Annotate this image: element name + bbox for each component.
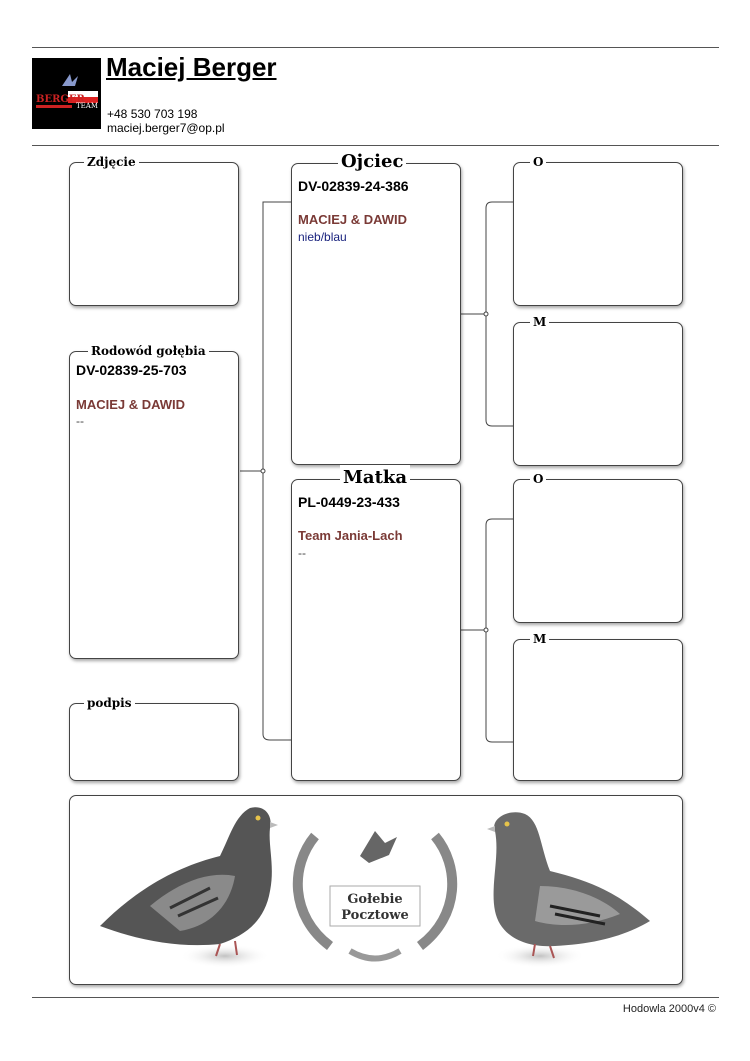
svg-text:BERGER: BERGER [36,94,85,105]
svg-text:Gołebie: Gołebie [347,892,403,907]
paternal-grandfather-label: O [530,153,546,171]
footer-rule [32,997,719,998]
maternal-grandmother-label: M [530,630,549,648]
emblem-icon [298,831,452,959]
team-logo [32,58,101,129]
subject-breeder: MACIEJ & DAWID [76,397,186,412]
subject-ring: DV-02839-25-703 [76,362,187,378]
maternal-grandfather-label: O [530,470,546,488]
mother-ring: PL-0449-23-433 [298,494,400,510]
paternal-grandfather-box [513,155,683,306]
mother-breeder: Team Jania-Lach [298,528,403,543]
mother-color: -- [298,546,306,560]
father-ring: DV-02839-24-386 [298,178,409,194]
signature-box [69,696,239,781]
paternal-grandmother-box [513,315,683,466]
pigeon-banner [69,795,683,985]
father-color: nieb/blau [298,230,347,244]
footer-text: Hodowla 2000v4 © [622,1003,716,1015]
father-box [291,151,461,465]
mother-label: Matka [340,465,410,491]
signature-label: podpis [84,694,135,712]
subject-color: -- [76,414,84,428]
header-rule [32,145,719,146]
photo-box [69,155,239,306]
svg-text:Pocztowe: Pocztowe [341,908,409,923]
owner-phone: +48 530 703 198 [107,107,198,121]
owner-email: maciej.berger7@op.pl [107,121,225,135]
banner-artwork [70,796,682,984]
top-rule [32,47,719,48]
left-pigeon-icon [100,807,278,968]
maternal-grandmother-box [513,632,683,781]
subject-box [69,344,239,659]
father-label: Ojciec [338,149,406,175]
mother-box [291,467,461,781]
owner-name: Maciej Berger [106,52,277,82]
maternal-grandfather-box [513,472,683,623]
paternal-grandmother-label: M [530,313,549,331]
pedigree-label: Rodowód gołębia [88,342,209,360]
father-breeder: MACIEJ & DAWID [298,212,408,227]
photo-label: Zdjęcie [84,153,139,171]
right-pigeon-icon [487,812,650,968]
svg-text:TEAM: TEAM [76,102,99,110]
